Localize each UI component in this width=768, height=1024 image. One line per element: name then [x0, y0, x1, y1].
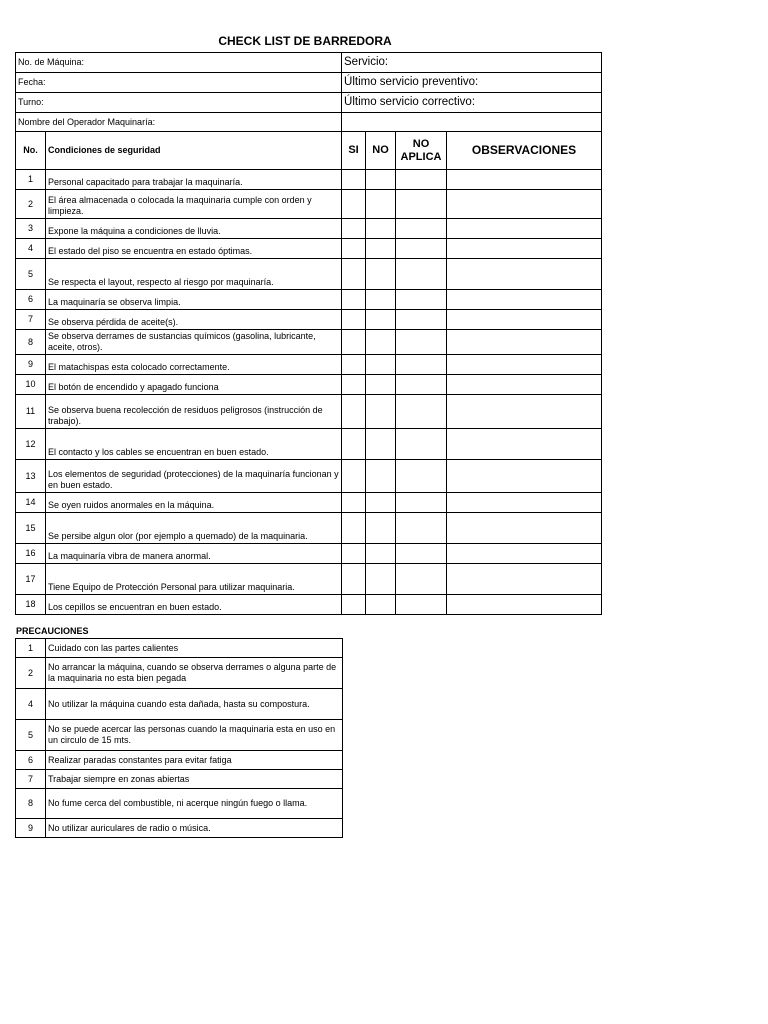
- no-checkbox-cell[interactable]: [366, 355, 396, 375]
- operator-extra-cell[interactable]: [342, 113, 602, 132]
- no-checkbox-cell[interactable]: [366, 259, 396, 290]
- precautions-body: [16, 639, 343, 838]
- service-field[interactable]: Servicio:: [342, 53, 602, 73]
- no-checkbox-cell[interactable]: [366, 564, 396, 595]
- precaution-text: Trabajar siempre en zonas abiertas: [46, 770, 343, 789]
- col-observations-header: OBSERVACIONES: [447, 132, 602, 170]
- item-number: 6: [16, 290, 46, 310]
- item-number: 8: [16, 330, 46, 355]
- precaution-row: [16, 751, 343, 770]
- checklist-row: [16, 513, 602, 544]
- item-number: 4: [16, 239, 46, 259]
- items-body: [16, 170, 602, 615]
- machine-no-field[interactable]: No. de Máquina:: [16, 53, 342, 73]
- no-aplica-checkbox-cell[interactable]: [396, 429, 447, 460]
- item-condition: La maquinaría se observa limpia.: [46, 290, 342, 310]
- observations-cell[interactable]: [447, 290, 602, 310]
- checklist-row: [16, 290, 602, 310]
- item-condition: El matachispas esta colocado correctamente.: [46, 355, 342, 375]
- item-number: 18: [16, 595, 46, 615]
- no-checkbox-cell[interactable]: [366, 513, 396, 544]
- precaution-text: No utilizar auriculares de radio o música.: [46, 819, 343, 838]
- no-aplica-checkbox-cell[interactable]: [396, 513, 447, 544]
- no-aplica-checkbox-cell[interactable]: [396, 595, 447, 615]
- precaution-text: No arrancar la máquina, cuando se observa derrames o alguna parte de la maquinaria no esta bien pegada: [46, 658, 343, 689]
- no-aplica-checkbox-cell[interactable]: [396, 310, 447, 330]
- si-checkbox-cell[interactable]: [342, 564, 366, 595]
- precaution-number: 8: [16, 789, 46, 819]
- item-number: 14: [16, 493, 46, 513]
- checklist-row: [16, 330, 602, 355]
- no-checkbox-cell[interactable]: [366, 219, 396, 239]
- checklist-row: [16, 460, 602, 493]
- si-checkbox-cell[interactable]: [342, 170, 366, 190]
- precaution-number: 2: [16, 658, 46, 689]
- observations-cell[interactable]: [447, 375, 602, 395]
- date-field[interactable]: Fecha:: [16, 73, 342, 93]
- item-number: 15: [16, 513, 46, 544]
- observations-cell[interactable]: [447, 395, 602, 429]
- no-checkbox-cell[interactable]: [366, 310, 396, 330]
- precautions-table: [15, 638, 343, 838]
- precaution-text: No utilizar la máquina cuando esta dañada, hasta su compostura.: [46, 689, 343, 720]
- si-checkbox-cell[interactable]: [342, 595, 366, 615]
- precaution-number: 4: [16, 689, 46, 720]
- checklist-row: [16, 190, 602, 219]
- si-checkbox-cell[interactable]: [342, 239, 366, 259]
- item-number: 7: [16, 310, 46, 330]
- last-preventive-field[interactable]: Último servicio preventivo:: [342, 73, 602, 93]
- checklist-row: [16, 595, 602, 615]
- observations-cell[interactable]: [447, 170, 602, 190]
- checklist-row: [16, 259, 602, 290]
- no-checkbox-cell[interactable]: [366, 544, 396, 564]
- item-condition: El botón de encendido y apagado funciona: [46, 375, 342, 395]
- no-aplica-checkbox-cell[interactable]: [396, 219, 447, 239]
- precaution-number: 9: [16, 819, 46, 838]
- precaution-text: No fume cerca del combustible, ni acerque ningún fuego o llama.: [46, 789, 343, 819]
- item-condition: Se observa pérdida de aceite(s).: [46, 310, 342, 330]
- no-aplica-checkbox-cell[interactable]: [396, 290, 447, 310]
- observations-cell[interactable]: [447, 190, 602, 219]
- si-checkbox-cell[interactable]: [342, 429, 366, 460]
- item-condition: Personal capacitado para trabajar la maquinaría.: [46, 170, 342, 190]
- item-condition: Tiene Equipo de Protección Personal para utilizar maquinaria.: [46, 564, 342, 595]
- no-checkbox-cell[interactable]: [366, 290, 396, 310]
- si-checkbox-cell[interactable]: [342, 395, 366, 429]
- si-checkbox-cell[interactable]: [342, 460, 366, 493]
- checklist-row: [16, 310, 602, 330]
- no-aplica-checkbox-cell[interactable]: [396, 375, 447, 395]
- item-number: 3: [16, 219, 46, 239]
- si-checkbox-cell[interactable]: [342, 259, 366, 290]
- observations-cell[interactable]: [447, 564, 602, 595]
- col-si-header: SI: [342, 132, 366, 170]
- si-checkbox-cell[interactable]: [342, 375, 366, 395]
- checklist-row: [16, 239, 602, 259]
- precaution-row: [16, 819, 343, 838]
- observations-cell[interactable]: [447, 219, 602, 239]
- item-condition: La maquinaría vibra de manera anormal.: [46, 544, 342, 564]
- si-checkbox-cell[interactable]: [342, 330, 366, 355]
- col-conditions-header: Condiciones de seguridad: [46, 132, 342, 170]
- col-no-aplica-header: NO APLICA: [396, 132, 447, 170]
- checklist-row: [16, 544, 602, 564]
- checklist-row: [16, 355, 602, 375]
- item-condition: El área almacenada o colocada la maquinaria cumple con orden y limpieza.: [46, 190, 342, 219]
- checklist-row: [16, 564, 602, 595]
- precaution-number: 5: [16, 720, 46, 751]
- item-condition: El estado del piso se encuentra en estado óptimas.: [46, 239, 342, 259]
- precaution-row: [16, 639, 343, 658]
- no-checkbox-cell[interactable]: [366, 429, 396, 460]
- checklist-table: [15, 52, 602, 615]
- col-no-answer-header: NO: [366, 132, 396, 170]
- si-checkbox-cell[interactable]: [342, 355, 366, 375]
- item-number: 13: [16, 460, 46, 493]
- precaution-text: Realizar paradas constantes para evitar fatiga: [46, 751, 343, 770]
- checklist-row: [16, 170, 602, 190]
- no-aplica-checkbox-cell[interactable]: [396, 170, 447, 190]
- no-checkbox-cell[interactable]: [366, 190, 396, 219]
- no-checkbox-cell[interactable]: [366, 595, 396, 615]
- item-number: 17: [16, 564, 46, 595]
- no-aplica-checkbox-cell[interactable]: [396, 395, 447, 429]
- no-aplica-checkbox-cell[interactable]: [396, 330, 447, 355]
- item-number: 10: [16, 375, 46, 395]
- precaution-row: [16, 658, 343, 689]
- item-number: 9: [16, 355, 46, 375]
- no-checkbox-cell[interactable]: [366, 170, 396, 190]
- no-aplica-checkbox-cell[interactable]: [396, 355, 447, 375]
- observations-cell[interactable]: [447, 544, 602, 564]
- no-checkbox-cell[interactable]: [366, 375, 396, 395]
- item-condition: Se persibe algun olor (por ejemplo a quemado) de la maquinaria.: [46, 513, 342, 544]
- precaution-text: No se puede acercar las personas cuando la maquinaria esta en uso en un circulo de 15 mts.: [46, 720, 343, 751]
- si-checkbox-cell[interactable]: [342, 190, 366, 219]
- item-condition: Los cepillos se encuentran en buen estado.: [46, 595, 342, 615]
- observations-cell[interactable]: [447, 310, 602, 330]
- checklist-row: [16, 395, 602, 429]
- no-checkbox-cell[interactable]: [366, 460, 396, 493]
- checklist-row: [16, 429, 602, 460]
- item-condition: Se observa buena recolección de residuos peligrosos (instrucción de trabajo).: [46, 395, 342, 429]
- si-checkbox-cell[interactable]: [342, 513, 366, 544]
- precaution-number: 7: [16, 770, 46, 789]
- item-condition: Expone la máquina a condiciones de lluvia.: [46, 219, 342, 239]
- precaution-row: [16, 720, 343, 751]
- no-aplica-checkbox-cell[interactable]: [396, 259, 447, 290]
- no-aplica-checkbox-cell[interactable]: [396, 544, 447, 564]
- observations-cell[interactable]: [447, 513, 602, 544]
- observations-cell[interactable]: [447, 460, 602, 493]
- precaution-number: 6: [16, 751, 46, 770]
- observations-cell[interactable]: [447, 595, 602, 615]
- operator-field[interactable]: Nombre del Operador Maquinaría:: [16, 113, 342, 132]
- no-checkbox-cell[interactable]: [366, 239, 396, 259]
- no-aplica-checkbox-cell[interactable]: [396, 493, 447, 513]
- item-condition: Se oyen ruidos anormales en la máquina.: [46, 493, 342, 513]
- item-number: 12: [16, 429, 46, 460]
- no-checkbox-cell[interactable]: [366, 493, 396, 513]
- no-checkbox-cell[interactable]: [366, 395, 396, 429]
- item-condition: Los elementos de seguridad (protecciones) de la maquinaría funcionan y en buen estado.: [46, 460, 342, 493]
- col-no-header: No.: [16, 132, 46, 170]
- si-checkbox-cell[interactable]: [342, 290, 366, 310]
- item-number: 11: [16, 395, 46, 429]
- last-corrective-field[interactable]: Último servicio correctivo:: [342, 93, 602, 113]
- checklist-row: [16, 219, 602, 239]
- precaution-row: [16, 789, 343, 819]
- observations-cell[interactable]: [447, 330, 602, 355]
- si-checkbox-cell[interactable]: [342, 493, 366, 513]
- item-number: 16: [16, 544, 46, 564]
- checklist-row: [16, 493, 602, 513]
- no-checkbox-cell[interactable]: [366, 330, 396, 355]
- observations-cell[interactable]: [447, 493, 602, 513]
- no-aplica-checkbox-cell[interactable]: [396, 460, 447, 493]
- observations-cell[interactable]: [447, 355, 602, 375]
- observations-cell[interactable]: [447, 429, 602, 460]
- no-aplica-checkbox-cell[interactable]: [396, 239, 447, 259]
- checklist-row: [16, 375, 602, 395]
- precaution-text: Cuidado con las partes calientes: [46, 639, 343, 658]
- precaution-row: [16, 770, 343, 789]
- observations-cell[interactable]: [447, 239, 602, 259]
- si-checkbox-cell[interactable]: [342, 310, 366, 330]
- si-checkbox-cell[interactable]: [342, 219, 366, 239]
- item-condition: El contacto y los cables se encuentran en buen estado.: [46, 429, 342, 460]
- item-condition: Se observa derrames de sustancias químicos (gasolina, lubricante, aceite, otros).: [46, 330, 342, 355]
- page-title: CHECK LIST DE BARREDORA: [218, 34, 392, 48]
- shift-field[interactable]: Turno:: [16, 93, 342, 113]
- precautions-title: PRECAUCIONES: [16, 626, 89, 636]
- item-number: 2: [16, 190, 46, 219]
- precaution-row: [16, 689, 343, 720]
- item-number: 5: [16, 259, 46, 290]
- no-aplica-checkbox-cell[interactable]: [396, 564, 447, 595]
- item-condition: Se respecta el layout, respecto al riesgo por maquinaría.: [46, 259, 342, 290]
- item-number: 1: [16, 170, 46, 190]
- si-checkbox-cell[interactable]: [342, 544, 366, 564]
- precaution-number: 1: [16, 639, 46, 658]
- observations-cell[interactable]: [447, 259, 602, 290]
- no-aplica-checkbox-cell[interactable]: [396, 190, 447, 219]
